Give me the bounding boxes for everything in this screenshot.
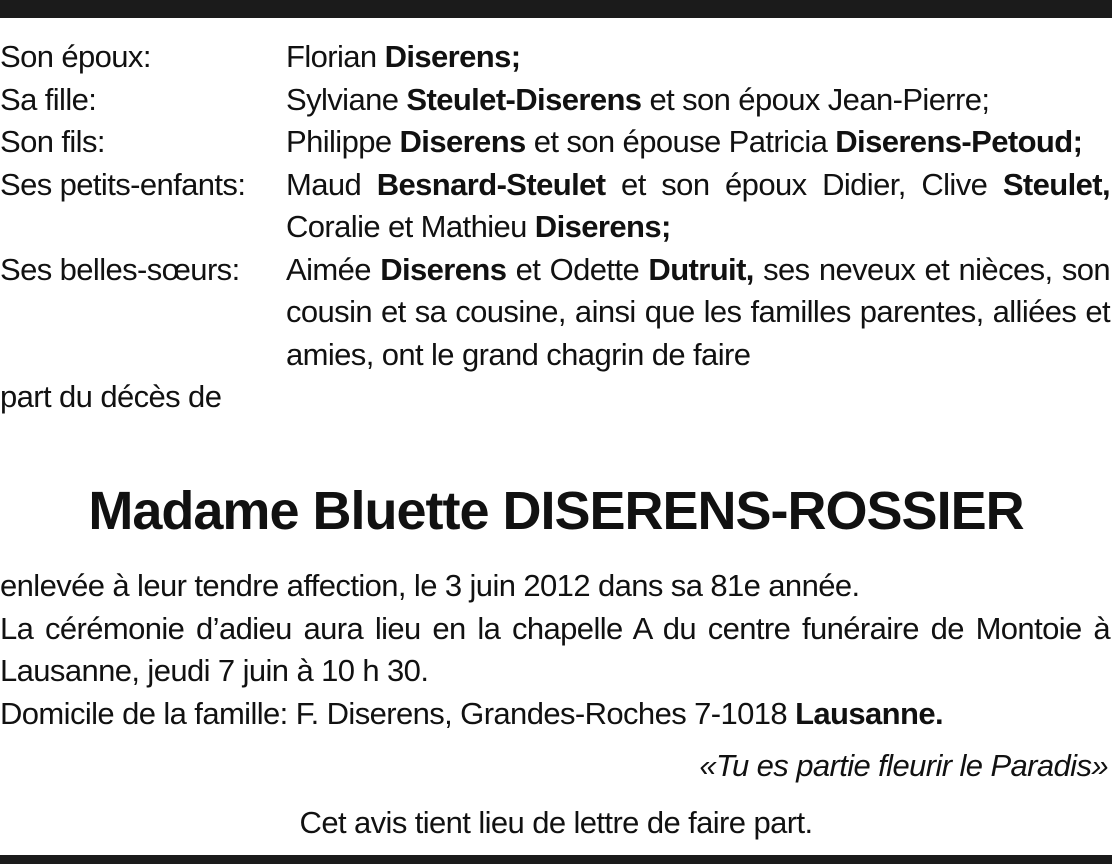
relatives-block <box>0 36 1110 419</box>
family-name: Diserens; <box>534 209 671 244</box>
intro-tail-text: part du décès de <box>0 379 222 414</box>
deceased-name: Madame Bluette DISERENS-ROSSIER <box>88 481 1024 541</box>
domicile-address: Domicile de la famille: F. Diserens, Grandes-Roches 7-1018 <box>0 695 796 731</box>
name-text: Maud <box>286 166 377 202</box>
relative-label: Sa fille: <box>0 81 97 117</box>
family-name: Besnard-Steulet <box>376 166 606 202</box>
announcement-body <box>0 565 1110 735</box>
relative-row-grandchildren <box>0 164 1110 249</box>
relative-row-sisters-in-law <box>0 249 1110 377</box>
relative-names <box>286 36 1110 79</box>
relative-label: Ses belles-sœurs: <box>0 251 240 287</box>
family-name: Diserens-Petoud; <box>835 124 1083 159</box>
relative-names <box>286 249 1110 377</box>
ceremony-text: La cérémonie d’adieu aura lieu en la chapelle A du centre funéraire de Montoie à Lausanne, jeudi 7 juin à 10 h 30. <box>0 610 1110 688</box>
family-name: Diserens <box>399 124 526 159</box>
family-name: Steulet-Diserens <box>406 81 642 117</box>
family-name: Diserens <box>380 251 507 287</box>
family-name: Diserens; <box>384 39 521 74</box>
name-text: Florian <box>286 39 385 74</box>
relative-row-daughter <box>0 79 1110 122</box>
name-text: Coralie et Mathieu <box>286 209 535 244</box>
closing-note: Cet avis tient lieu de lettre de faire part. <box>299 805 813 840</box>
name-text: Philippe <box>286 124 400 159</box>
name-text: ses neveux et nièces, son cousin et sa cousine, ainsi que les familles parentes, alliées et amies, ont le grand chagrin de faire <box>286 251 1111 372</box>
relative-label: Son fils: <box>0 124 105 159</box>
relative-label: Son époux: <box>0 39 151 74</box>
name-text: et son épouse Patricia <box>525 124 836 159</box>
domicile-city: Lausanne. <box>795 695 943 731</box>
name-text: et son époux Jean-Pierre; <box>641 81 990 117</box>
family-name: Dutruit, <box>648 251 754 287</box>
memorial-quote: «Tu es partie fleurir le Paradis» <box>699 748 1108 783</box>
relative-row-spouse <box>0 36 1110 79</box>
relative-names <box>286 79 1110 122</box>
relative-label: Ses petits-enfants: <box>0 166 246 202</box>
relative-names <box>286 121 1110 164</box>
name-text: et son époux Didier, Clive <box>605 166 1003 202</box>
name-text: Sylviane <box>286 81 407 117</box>
family-name: Steulet, <box>1002 166 1110 202</box>
top-rule <box>0 0 1112 18</box>
relative-names <box>286 164 1110 249</box>
passing-date-text: enlevée à leur tendre affection, le 3 juin 2012 dans sa 81e année. <box>0 568 860 603</box>
name-text: Aimée <box>286 251 381 287</box>
relative-row-son <box>0 121 1110 164</box>
domicile-text <box>0 693 1110 736</box>
name-text: et Odette <box>506 251 649 287</box>
bottom-rule <box>0 855 1112 864</box>
